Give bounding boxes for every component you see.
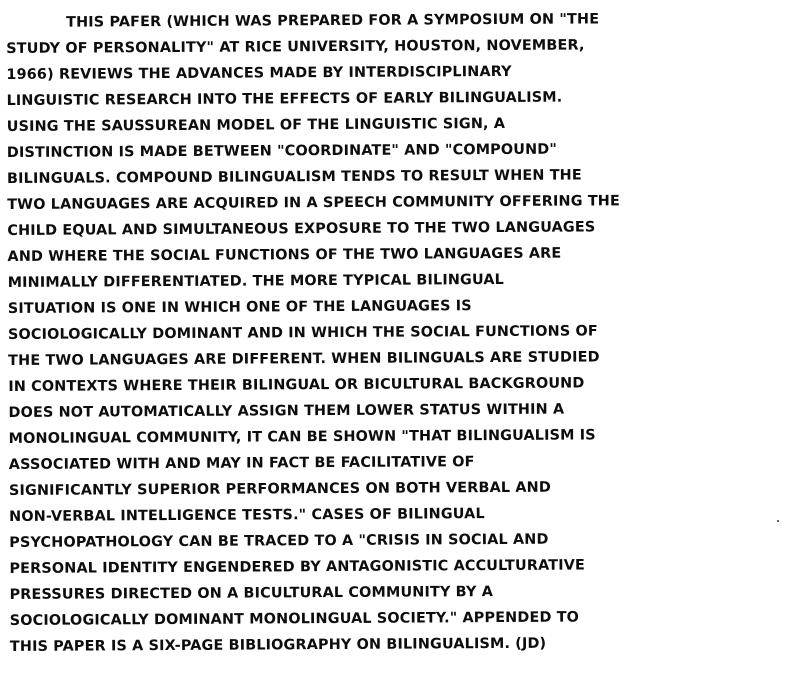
abstract-line: NON-VERBAL INTELLIGENCE TESTS." CASES OF BILINGUAL [9,506,485,525]
abstract-line: IN CONTEXTS WHERE THEIR BILINGUAL OR BICULTURAL BACKGROUND [8,375,585,395]
abstract-line: THIS PAPER IS A SIX-PAGE BIBLIOGRAPHY ON BILINGUALISM. (JD) [9,635,547,655]
abstract-text [6,5,796,660]
abstract-line: STUDY OF PERSONALITY" AT RICE UNIVERSITY, HOUSTON, NOVEMBER, [6,37,585,57]
scan-speck [777,520,779,522]
abstract-line: PSYCHOPATHOLOGY CAN BE TRACED TO A "CRISIS IN SOCIAL AND [9,531,549,551]
abstract-line: PRESSURES DIRECTED ON A BICULTURAL COMMUNITY BY A [9,584,494,603]
abstract-line: 1966) REVIEWS THE ADVANCES MADE BY INTERDISCIPLINARY [6,63,512,83]
abstract-line: SOCIOLOGICALLY DOMINANT MONOLINGUAL SOCIETY." APPENDED TO [9,609,580,629]
abstract-line: PERSONAL IDENTITY ENGENDERED BY ANTAGONISTIC ACCULTURATIVE [9,557,586,577]
abstract-line: SOCIOLOGICALLY DOMINANT AND IN WHICH THE SOCIAL FUNCTIONS OF [7,323,598,343]
abstract-line: SIGNIFICANTLY SUPERIOR PERFORMANCES ON BOTH VERBAL AND [8,479,551,499]
abstract-line: DISTINCTION IS MADE BETWEEN "COORDINATE" AND "COMPOUND" [6,141,558,161]
abstract-line: LINGUISTIC RESEARCH INTO THE EFFECTS OF EARLY BILINGUALISM. [6,89,563,109]
abstract-line: THIS PAFER (WHICH WAS PREPARED FOR A SYMPOSIUM ON "THE [66,11,600,31]
abstract-line: MONOLINGUAL COMMUNITY, IT CAN BE SHOWN "THAT BILINGUALISM IS [8,427,596,447]
abstract-line: MINIMALLY DIFFERENTIATED. THE MORE TYPICAL BILINGUAL [7,271,505,291]
abstract-line: THE TWO LANGUAGES ARE DIFFERENT. WHEN BILINGUALS ARE STUDIED [8,349,600,369]
abstract-line: BILINGUALS. COMPOUND BILINGUALISM TENDS TO RESULT WHEN THE [6,167,582,187]
abstract-line: TWO LANGUAGES ARE ACQUIRED IN A SPEECH COMMUNITY OFFERING THE [7,193,620,213]
abstract-line: DOES NOT AUTOMATICALLY ASSIGN THEM LOWER STATUS WITHIN A [8,401,565,421]
abstract-line: CHILD EQUAL AND SIMULTANEOUS EXPOSURE TO THE TWO LANGUAGES [7,219,596,239]
abstract-line: AND WHERE THE SOCIAL FUNCTIONS OF THE TWO LANGUAGES ARE [7,245,562,265]
abstract-line: USING THE SAUSSUREAN MODEL OF THE LINGUISTIC SIGN, A [6,115,506,135]
abstract-line: SITUATION IS ONE IN WHICH ONE OF THE LANGUAGES IS [7,298,472,317]
abstract-line: ASSOCIATED WITH AND MAY IN FACT BE FACILITATIVE OF [8,454,475,473]
